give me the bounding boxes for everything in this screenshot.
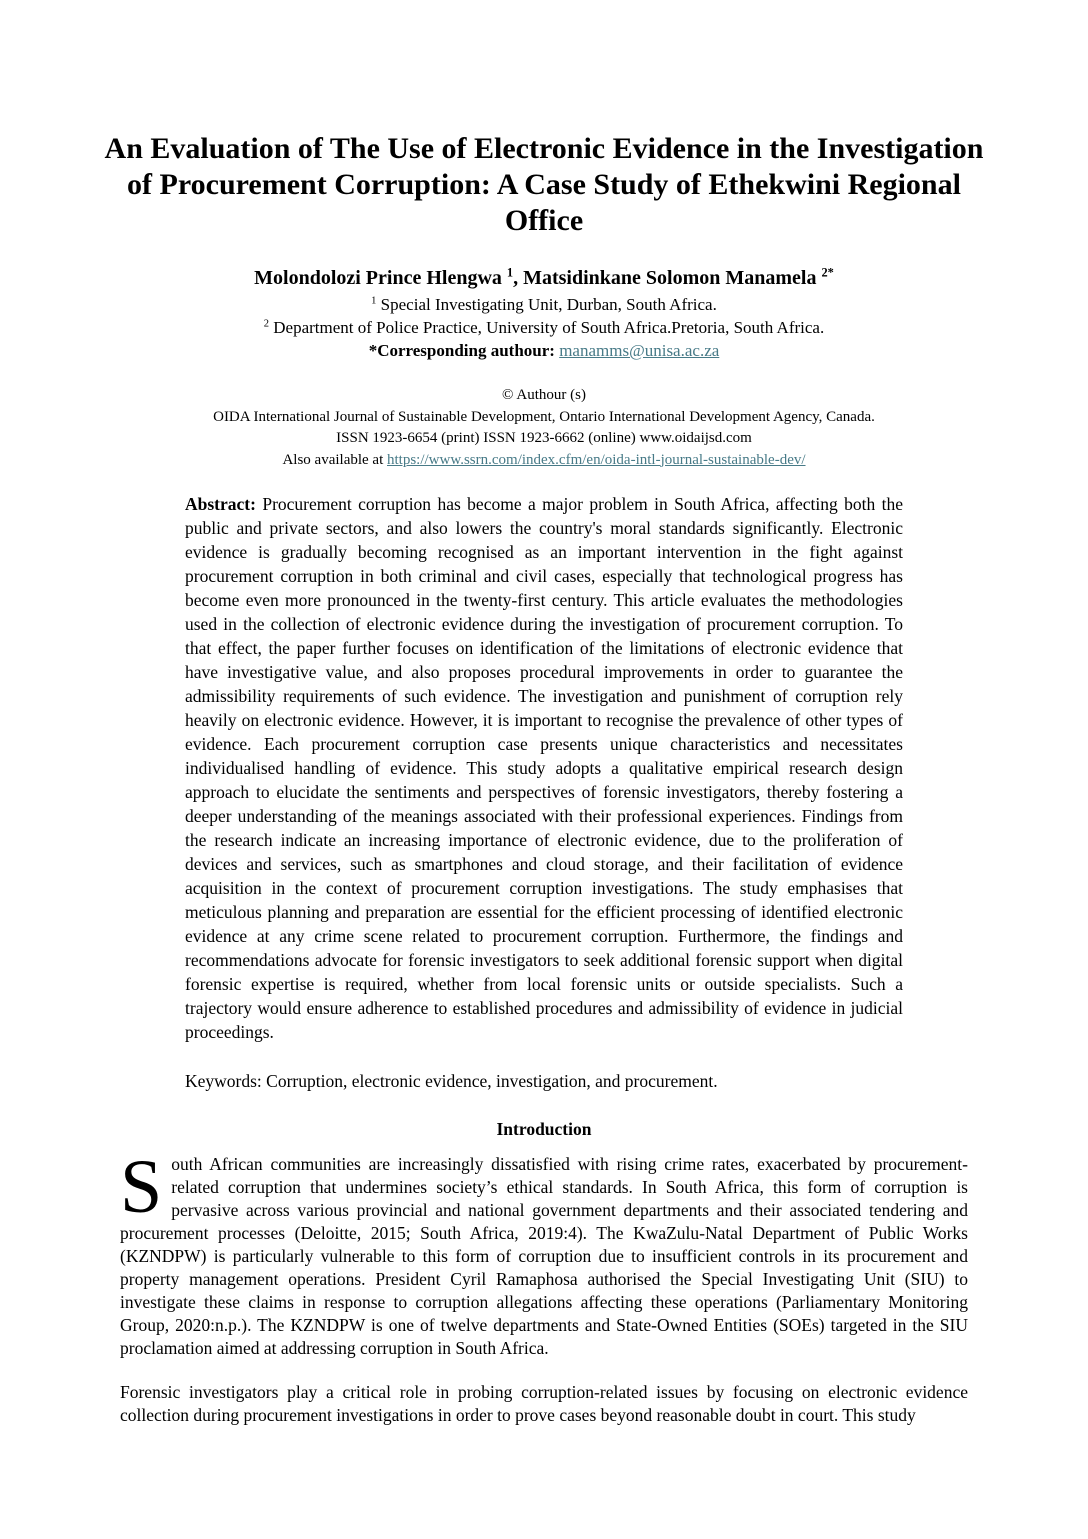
affiliation-2 [0,316,1088,339]
document-page [0,131,1088,1539]
availability-line [0,450,1088,472]
paper-title: An Evaluation of The Use of Electronic Evidence in the Investigation of Procurement Corruption: A Case Study of Ethekwini Regional Office [104,132,984,237]
abstract-label: Abstract: [185,494,256,514]
author-2-name: Matsidinkane Solomon Manamela [523,267,822,289]
introduction-heading: Introduction [496,1119,592,1139]
authors-line [0,266,1088,290]
affiliation-1-text: Special Investigating Unit, Durban, South Africa. [376,295,717,314]
author-1-name: Molondolozi Prince Hlengwa [254,267,507,289]
availability-label: Also available at [282,451,387,468]
copyright-line: © Authour (s) [502,387,586,403]
journal-name-line: OIDA International Journal of Sustainable Development, Ontario International Development Agency, Canada. [213,408,875,425]
issn-line: ISSN 1923-6654 (print) ISSN 1923-6662 (online) www.oidaijsd.com [336,430,752,446]
introduction-paragraph-2: Forensic investigators play a critical role in probing corruption-related issues by focusing on electronic evidence collection during procurement investigations in order to prove cases beyond reasonable doubt in court. This study [120,1382,968,1425]
affiliation-1-superscript: 1 [371,295,377,307]
affiliation-2-superscript: 2 [263,318,270,330]
corresponding-author-email-link[interactable]: manamms@unisa.ac.za [559,341,720,360]
affiliation-1 [0,293,1088,316]
dropcap-initial: S [120,1145,163,1229]
corresponding-author-line [0,339,1088,362]
affiliations-block [0,293,1088,362]
corresponding-author-label: *Corresponding authour: [368,341,560,360]
journal-imprint-block [0,385,1088,471]
introduction-paragraph-1-text: outh African communities are increasingly dissatisfied with rising crime rates, exacerbated by procurement-related corruption that undermines society’s ethical standards. In South Africa, this form of corruption is pervasive across various provincial and national government departments and their associated tendering and procurement processes (Deloitte, 2015; South Africa, 2019:4). The KwaZulu-Natal Department of Public Works (KZNDPW) is particularly vulnerable to this form of corruption due to insufficient controls in its procurement and property management operations. President Cyril Ramaphosa authorised the Special Investigating Unit (SIU) to investigate these claims in response to corruption allegations affecting these operations (Parliamentary Monitoring Group, 2020:n.p.). The KZNDPW is one of twelve departments and State-Owned Entities (SOEs) targeted in the SIU proclamation aimed at addressing corruption in South Africa. [120,1154,968,1358]
affiliation-2-text: Department of Police Practice, University of South Africa.Pretoria, South Africa. [269,318,825,337]
keywords-line: Keywords: Corruption, electronic evidence, investigation, and procurement. [185,1071,718,1091]
abstract-paragraph [185,492,903,1044]
abstract-text: Procurement corruption has become a major problem in South Africa, affecting both the public and private sectors, and also lowers the country's moral standards significantly. Electronic evidence is gradually becoming recognised as an important intervention in the fight against procurement corruption in both criminal and civil cases, especially that technological progress has become even more pronounced in the twenty-first century. This article evaluates the methodologies used in the collection of electronic evidence during the investigation of procurement corruption. To that effect, the paper further focuses on identification of the limitations of electronic evidence that have investigative value, and also proposes procedural improvements in order to guarantee the admissibility requirements of such evidence. The investigation and punishment of corruption rely heavily on electronic evidence. However, it is important to recognise the prevalence of other types of evidence. Each procurement corruption case presents unique characteristics and necessitates individualised handling of evidence. This study adopts a qualitative empirical research design approach to elucidate the sentiments and perspectives of forensic investigators, thereby fostering a deeper understanding of the meanings associated with their professional experiences. Findings from the research indicate an increasing importance of electronic evidence, due to the proliferation of devices and services, such as smartphones and cloud storage, and their facilitation of evidence acquisition in the context of procurement corruption investigations. The study emphasises that meticulous planning and preparation are essential for the efficient processing of identified electronic evidence at any crime scene related to procurement corruption. Furthermore, the findings and recommendations advocate for forensic investigators to seek additional forensic support when digital forensic expertise is required, whether from local forensic units or outside specialists. Such a trajectory would ensure adherence to established procedures and admissibility of evidence in judicial proceedings. [185,494,903,1042]
author-2-superscript: 2* [821,265,834,280]
introduction-paragraph-1 [120,1145,968,1360]
author-1-superscript: 1 [506,265,514,280]
ssrn-link[interactable]: https://www.ssrn.com/index.cfm/en/oida-intl-journal-sustainable-dev/ [387,451,806,468]
authors-separator: , [513,267,524,289]
